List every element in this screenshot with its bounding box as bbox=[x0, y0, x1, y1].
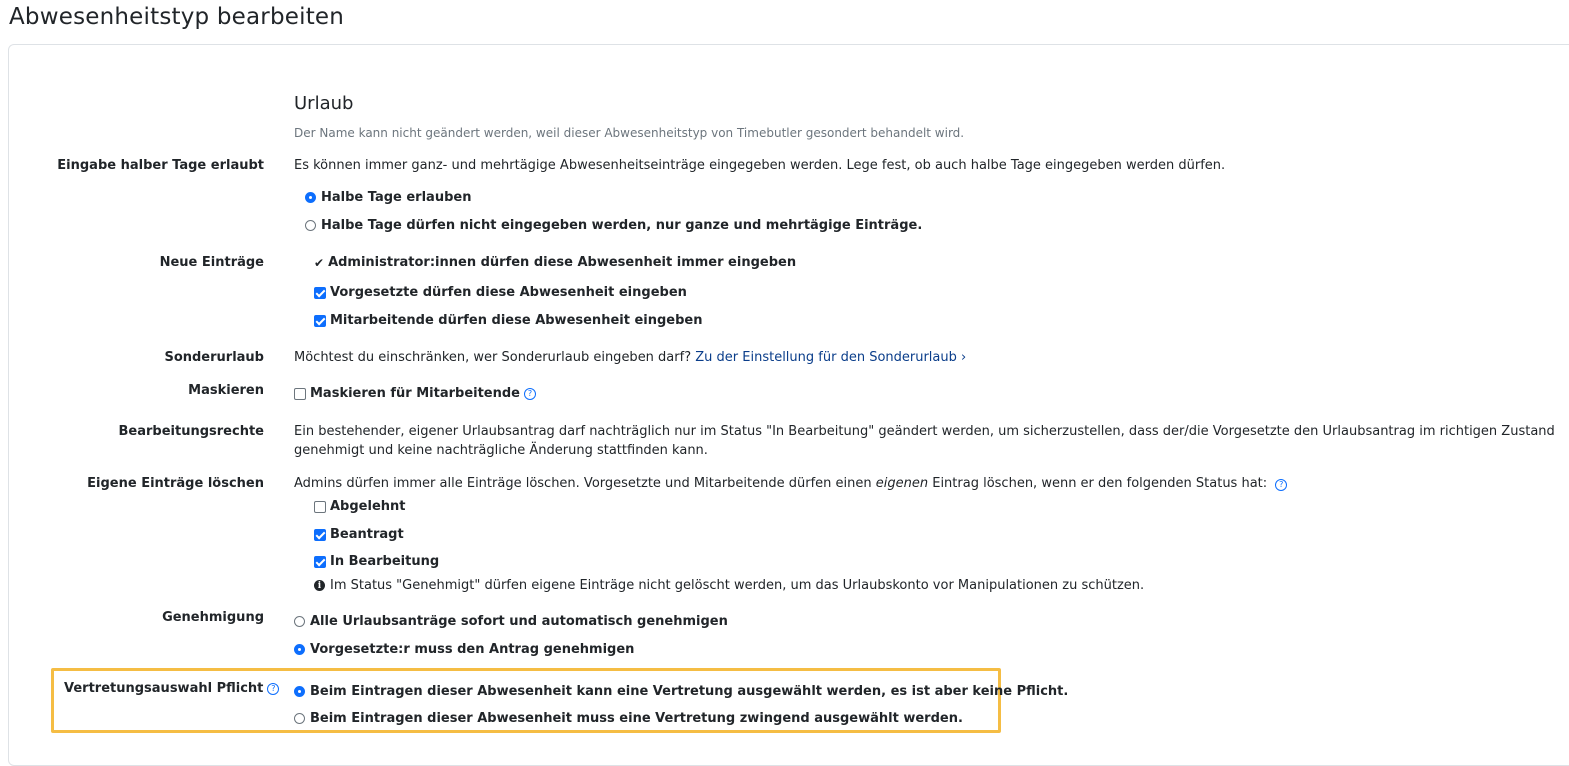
supervisors-may-enter-checkbox[interactable] bbox=[314, 287, 326, 299]
admin-note bbox=[314, 255, 796, 270]
delete-own-description bbox=[294, 476, 1287, 491]
question-circle-icon[interactable]: ? bbox=[524, 388, 536, 400]
half-days-disallow-radio[interactable] bbox=[305, 220, 316, 231]
question-circle-icon[interactable]: ? bbox=[1275, 479, 1287, 491]
substitute-optional-option[interactable] bbox=[294, 684, 1068, 699]
status-requested-option[interactable] bbox=[314, 527, 404, 542]
approval-label: Genehmigung bbox=[162, 610, 264, 625]
approval-auto-radio[interactable] bbox=[294, 616, 305, 627]
status-in-progress-label[interactable]: In Bearbeitung bbox=[330, 554, 440, 569]
delete-own-desc-after: Eintrag löschen, wenn er den folgenden Status hat: bbox=[932, 476, 1268, 491]
substitute-label-row bbox=[64, 681, 279, 696]
supervisors-may-enter-label[interactable]: Vorgesetzte dürfen diese Abwesenheit eingeben bbox=[330, 285, 687, 300]
mask-checkbox[interactable] bbox=[294, 388, 306, 400]
employees-may-enter-label[interactable]: Mitarbeitende dürfen diese Abwesenheit eingeben bbox=[330, 313, 703, 328]
approval-auto-option[interactable] bbox=[294, 614, 728, 629]
half-days-allow-label[interactable]: Halbe Tage erlauben bbox=[321, 190, 472, 205]
edit-rights-label: Bearbeitungsrechte bbox=[118, 424, 264, 439]
approval-auto-label[interactable]: Alle Urlaubsanträge sofort und automatisch genehmigen bbox=[310, 614, 728, 629]
delete-own-info-text: Im Status "Genehmigt" dürfen eigene Einträge nicht gelöscht werden, um das Urlaubskonto vor Manipulationen zu schützen. bbox=[330, 578, 1145, 593]
special-leave-row bbox=[294, 350, 966, 365]
edit-rights-line-2: genehmigt und keine nachträgliche Änderung stattfinden kann. bbox=[294, 443, 708, 458]
status-rejected-checkbox[interactable] bbox=[314, 501, 326, 513]
employees-may-enter-checkbox[interactable] bbox=[314, 315, 326, 327]
status-requested-checkbox[interactable] bbox=[314, 529, 326, 541]
half-days-label: Eingabe halber Tage erlaubt bbox=[57, 158, 264, 173]
delete-own-info bbox=[314, 578, 1144, 593]
status-in-progress-option[interactable] bbox=[314, 554, 439, 569]
half-days-allow-option[interactable] bbox=[305, 190, 471, 205]
admin-note-text: Administrator:innen dürfen diese Abwesenheit immer eingeben bbox=[328, 255, 797, 270]
special-leave-settings-link[interactable]: Zu der Einstellung für den Sonderurlaub › bbox=[695, 350, 967, 365]
substitute-required-option[interactable] bbox=[294, 711, 963, 726]
status-rejected-option[interactable] bbox=[314, 499, 406, 514]
substitute-optional-radio[interactable] bbox=[294, 686, 305, 697]
delete-own-label: Eigene Einträge löschen bbox=[87, 476, 264, 491]
half-days-disallow-option[interactable] bbox=[305, 218, 922, 233]
mask-option-label[interactable]: Maskieren für Mitarbeitende bbox=[310, 386, 520, 401]
approval-supervisor-label[interactable]: Vorgesetzte:r muss den Antrag genehmigen bbox=[310, 642, 635, 657]
check-icon: ✔ bbox=[314, 255, 325, 270]
employees-may-enter-option[interactable] bbox=[314, 313, 703, 328]
supervisors-may-enter-option[interactable] bbox=[314, 285, 687, 300]
substitute-required-radio[interactable] bbox=[294, 713, 305, 724]
approval-supervisor-option[interactable] bbox=[294, 642, 634, 657]
delete-own-desc-before: Admins dürfen immer alle Einträge löschen. Vorgesetzte und Mitarbeitende dürfen einen bbox=[294, 476, 872, 491]
absence-type-name: Urlaub bbox=[294, 93, 354, 114]
form-card bbox=[8, 44, 1569, 766]
mask-option[interactable] bbox=[294, 386, 536, 401]
approval-supervisor-radio[interactable] bbox=[294, 644, 305, 655]
delete-own-desc-emph: eigenen bbox=[875, 476, 929, 491]
new-entries-label: Neue Einträge bbox=[159, 255, 264, 270]
substitute-optional-label[interactable]: Beim Eintragen dieser Abwesenheit kann eine Vertretung ausgewählt werden, es ist aber keine Pflicht. bbox=[310, 684, 1069, 699]
page-title: Abwesenheitstyp bearbeiten bbox=[9, 4, 345, 30]
substitute-label: Vertretungsauswahl Pflicht bbox=[64, 681, 264, 696]
edit-rights-line-1: Ein bestehender, eigener Urlaubsantrag darf nachträglich nur im Status "In Bearbeitung" geändert werden, um sicherzustellen, dass der/die Vorgesetzte den Urlaubsantrag im richtigen Zustand bbox=[294, 424, 1555, 439]
status-in-progress-checkbox[interactable] bbox=[314, 556, 326, 568]
info-circle-icon: i bbox=[314, 580, 325, 591]
status-requested-label[interactable]: Beantragt bbox=[330, 527, 404, 542]
special-leave-label: Sonderurlaub bbox=[164, 350, 264, 365]
half-days-disallow-label[interactable]: Halbe Tage dürfen nicht eingegeben werden, nur ganze und mehrtägige Einträge. bbox=[321, 218, 923, 233]
status-rejected-label[interactable]: Abgelehnt bbox=[330, 499, 406, 514]
half-days-description: Es können immer ganz- und mehrtägige Abwesenheitseinträge eingegeben werden. Lege fest, ob auch halbe Tage eingegeben werden dürfen. bbox=[294, 158, 1226, 173]
half-days-allow-radio[interactable] bbox=[305, 192, 316, 203]
question-circle-icon[interactable]: ? bbox=[267, 683, 279, 695]
special-leave-text: Möchtest du einschränken, wer Sonderurlaub eingeben darf? bbox=[294, 350, 692, 365]
name-hint: Der Name kann nicht geändert werden, weil dieser Abwesenheitstyp von Timebutler gesondert behandelt wird. bbox=[294, 126, 965, 140]
mask-label: Maskieren bbox=[188, 383, 264, 398]
substitute-required-label[interactable]: Beim Eintragen dieser Abwesenheit muss eine Vertretung zwingend ausgewählt werden. bbox=[310, 711, 963, 726]
